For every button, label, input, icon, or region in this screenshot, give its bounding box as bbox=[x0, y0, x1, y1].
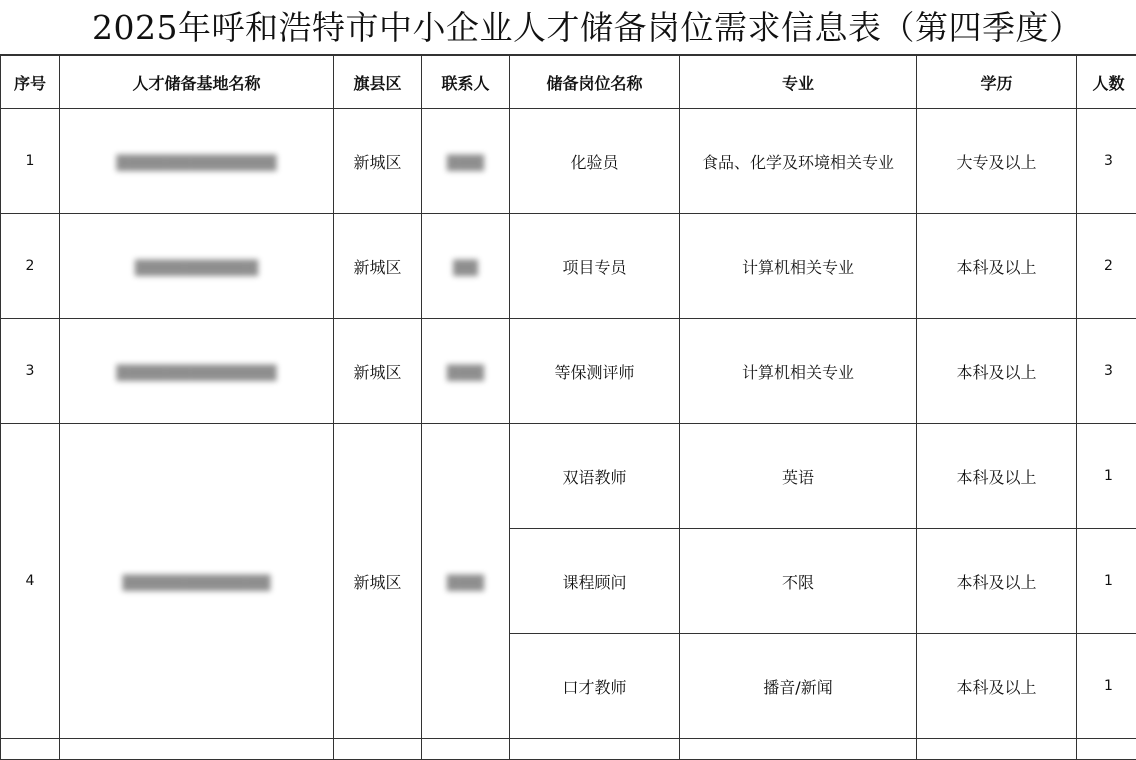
empty-cell bbox=[510, 739, 680, 760]
col-header-major: 专业 bbox=[680, 56, 917, 109]
position-cell: 双语教师 bbox=[510, 424, 680, 529]
seq-cell: 4 bbox=[1, 424, 60, 739]
count-cell: 2 bbox=[1077, 214, 1136, 319]
table-row bbox=[1, 214, 1136, 319]
district-cell: 新城区 bbox=[334, 214, 422, 319]
empty-cell bbox=[1077, 739, 1136, 760]
position-cell: 课程顾问 bbox=[510, 529, 680, 634]
contact-cell-redacted: ▇▇▇ bbox=[422, 424, 510, 739]
education-cell: 本科及以上 bbox=[917, 214, 1077, 319]
major-cell: 计算机相关专业 bbox=[680, 319, 917, 424]
education-cell: 本科及以上 bbox=[917, 529, 1077, 634]
table-row bbox=[1, 109, 1136, 214]
position-cell: 口才教师 bbox=[510, 634, 680, 739]
position-cell: 项目专员 bbox=[510, 214, 680, 319]
count-cell: 1 bbox=[1077, 634, 1136, 739]
contact-cell-redacted: ▇▇▇ bbox=[422, 319, 510, 424]
position-cell: 等保测评师 bbox=[510, 319, 680, 424]
empty-cell bbox=[1, 739, 60, 760]
major-cell: 食品、化学及环境相关专业 bbox=[680, 109, 917, 214]
education-cell: 大专及以上 bbox=[917, 109, 1077, 214]
page-title: 2025年呼和浩特市中小企业人才储备岗位需求信息表（第四季度） bbox=[0, 0, 1136, 55]
major-cell: 播音/新闻 bbox=[680, 634, 917, 739]
company-cell-redacted: ▇▇▇▇▇▇▇▇▇▇ bbox=[60, 214, 334, 319]
col-header-education: 学历 bbox=[917, 56, 1077, 109]
col-header-position: 储备岗位名称 bbox=[510, 56, 680, 109]
job-table bbox=[0, 55, 1136, 760]
seq-cell: 2 bbox=[1, 214, 60, 319]
education-cell: 本科及以上 bbox=[917, 424, 1077, 529]
header-row bbox=[1, 56, 1136, 109]
empty-cell bbox=[917, 739, 1077, 760]
education-cell: 本科及以上 bbox=[917, 634, 1077, 739]
empty-cell bbox=[680, 739, 917, 760]
count-cell: 3 bbox=[1077, 319, 1136, 424]
count-cell: 1 bbox=[1077, 529, 1136, 634]
company-cell-redacted: ▇▇▇▇▇▇▇▇▇▇▇▇ bbox=[60, 424, 334, 739]
table-row-partial bbox=[1, 739, 1136, 760]
count-cell: 1 bbox=[1077, 424, 1136, 529]
empty-cell bbox=[334, 739, 422, 760]
district-cell: 新城区 bbox=[334, 109, 422, 214]
col-header-company: 人才储备基地名称 bbox=[60, 56, 334, 109]
major-cell: 不限 bbox=[680, 529, 917, 634]
major-cell: 计算机相关专业 bbox=[680, 214, 917, 319]
contact-cell-redacted: ▇▇▇ bbox=[422, 109, 510, 214]
empty-cell bbox=[422, 739, 510, 760]
col-header-seq: 序号 bbox=[1, 56, 60, 109]
table-row bbox=[1, 319, 1136, 424]
seq-cell: 3 bbox=[1, 319, 60, 424]
education-cell: 本科及以上 bbox=[917, 319, 1077, 424]
company-cell-redacted: ▇▇▇▇▇▇▇▇▇▇▇▇▇ bbox=[60, 319, 334, 424]
col-header-count: 人数 bbox=[1077, 56, 1136, 109]
col-header-contact: 联系人 bbox=[422, 56, 510, 109]
company-cell-redacted: ▇▇▇▇▇▇▇▇▇▇▇▇▇ bbox=[60, 109, 334, 214]
col-header-district: 旗县区 bbox=[334, 56, 422, 109]
position-cell: 化验员 bbox=[510, 109, 680, 214]
count-cell: 3 bbox=[1077, 109, 1136, 214]
empty-cell bbox=[60, 739, 334, 760]
district-cell: 新城区 bbox=[334, 424, 422, 739]
contact-cell-redacted: ▇▇ bbox=[422, 214, 510, 319]
table-row bbox=[1, 424, 1136, 529]
district-cell: 新城区 bbox=[334, 319, 422, 424]
major-cell: 英语 bbox=[680, 424, 917, 529]
seq-cell: 1 bbox=[1, 109, 60, 214]
